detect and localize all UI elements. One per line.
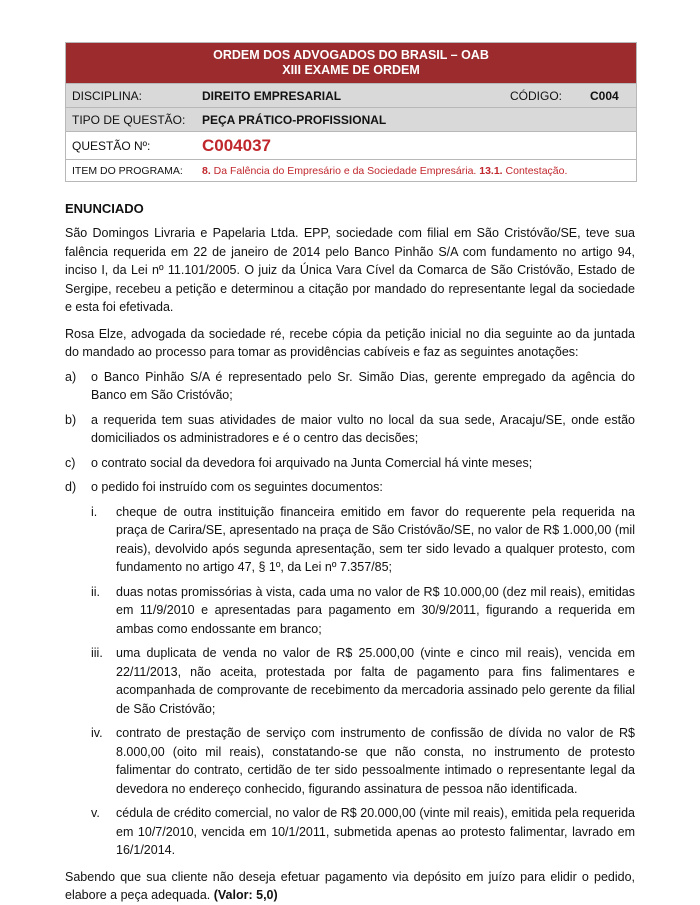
sub-item-text: duas notas promissórias à vista, cada uma no valor de R$ 10.000,00 (dez mil reais), emitidas em 11/9/2010 e apresentadas para pagamento em 30/9/2011, figurando a requerida em ambas como endossante em branco; bbox=[116, 584, 635, 636]
item-marker: c) bbox=[65, 455, 76, 470]
score-value: (Valor: 5,0) bbox=[213, 888, 278, 902]
sub-item-marker: i. bbox=[91, 504, 98, 519]
disciplina-row bbox=[66, 83, 636, 107]
sub-list-item bbox=[65, 503, 635, 577]
item-num-1: 8. bbox=[202, 164, 211, 177]
exam-page bbox=[65, 42, 635, 905]
closing-text: Sabendo que sua cliente não deseja efetuar pagamento via depósito em juízo para elidir o pedido, elabore a peça adequada. bbox=[65, 869, 635, 902]
sub-item-marker: v. bbox=[91, 806, 100, 820]
disciplina-label: DISCIPLINA: bbox=[72, 88, 143, 103]
sub-list-item bbox=[65, 644, 635, 718]
banner-subtitle: XIII EXAME DE ORDEM bbox=[282, 63, 420, 77]
item-text: o Banco Pinhão S/A é representado pelo Sr. Simão Dias, gerente empregado da agência do Banco em São Cristóvão; bbox=[91, 369, 635, 402]
codigo-value: C004 bbox=[590, 88, 619, 103]
item-text-1: Da Falência do Empresário e da Sociedade Empresária. bbox=[210, 164, 480, 177]
section-title: ENUNCIADO bbox=[65, 201, 144, 216]
sub-list-item bbox=[65, 724, 635, 798]
list-item bbox=[65, 478, 635, 497]
header-banner bbox=[66, 43, 636, 83]
questao-number: C004037 bbox=[202, 135, 272, 155]
sub-list-item bbox=[65, 804, 635, 860]
tipo-label: TIPO DE QUESTÃO: bbox=[72, 112, 186, 127]
item-marker: d) bbox=[65, 480, 77, 494]
item-programa-row bbox=[66, 159, 636, 181]
questao-row bbox=[66, 131, 636, 159]
item-text: o contrato social da devedora foi arquivado na Junta Comercial há vinte meses; bbox=[91, 455, 533, 470]
item-marker: a) bbox=[65, 369, 77, 384]
sub-item-text: contrato de prestação de serviço com instrumento de confissão de dívida no valor de R$ 8.000,00 (oito mil reais), constatando-se que não consta, no instrumento de protesto falimentar do contrato, certidão de ter sido pessoalmente intimado o representante legal da devedora no endereço conhecido, figurando assinatura de pessoa não identificada. bbox=[116, 726, 635, 796]
paragraph-1: São Domingos Livraria e Papelaria Ltda. EPP, sociedade com filial em São Cristóvão/SE, teve sua falência requerida em 22 de janeiro de 2014 pelo Banco Pinhão S/A com fundamento no artigo 94, inciso I, da Lei nº 11.101/2005. O juiz da Única Vara Cível da Comarca de São Cristóvão, Estado de Sergipe, recebeu a petição e determinou a citação por mandado do representante legal da sociedade e esta foi efetivada. bbox=[65, 226, 635, 314]
list-item bbox=[65, 454, 635, 473]
sub-item-text: cédula de crédito comercial, no valor de R$ 20.000,00 (vinte mil reais), emitida pela requerida em 10/7/2010, vencida em 10/1/2011, submetida apenas ao protesto falimentar, lavrado em 16/1/2014. bbox=[116, 806, 635, 857]
sub-item-marker: iii. bbox=[91, 646, 103, 660]
sub-item-marker: iv. bbox=[91, 726, 103, 740]
banner-title: ORDEM DOS ADVOGADOS DO BRASIL – OAB bbox=[213, 48, 489, 62]
questao-label: QUESTÃO Nº: bbox=[72, 138, 151, 153]
item-programa-value bbox=[196, 165, 636, 177]
sub-list-item bbox=[65, 583, 635, 639]
item-text-2: Contestação. bbox=[502, 164, 568, 177]
tipo-value: PEÇA PRÁTICO-PROFISSIONAL bbox=[202, 112, 387, 127]
paragraph-2: Rosa Elze, advogada da sociedade ré, recebe cópia da petição inicial no dia seguinte ao da juntada do mandado ao processo para tomar as providências cabíveis e faz as seguintes anotações: bbox=[65, 326, 635, 359]
sub-item-text: cheque de outra instituição financeira emitido em favor do requerente pela requerida na praça de Carira/SE, apresentado na praça de São Cristóvão/SE, no valor de R$ 1.000,00 (mil reais), devolvido após segunda apresentação, sem ter sido levado a qualquer protesto, com fundamento no artigo 47, § 1º, da Lei nº 7.357/85; bbox=[116, 504, 635, 574]
list-item bbox=[65, 368, 635, 405]
item-programa-label: ITEM DO PROGRAMA: bbox=[72, 164, 183, 177]
item-text: a requerida tem suas atividades de maior vulto no local da sua sede, Aracaju/SE, onde estão domiciliados os administradores e é o centro das decisões; bbox=[91, 412, 635, 445]
sub-item-marker: ii. bbox=[91, 584, 101, 599]
item-text: o pedido foi instruído com os seguintes documentos: bbox=[91, 480, 383, 494]
sub-item-text: uma duplicata de venda no valor de R$ 25.000,00 (vinte e cinco mil reais), vencida em 22/11/2013, não aceita, protestada por falta de pagamento para fins falimentares e acompanhada de comprovante de recebimento da mercadoria assinado pelo gerente da filial de São Cristóvão; bbox=[116, 646, 635, 716]
tipo-row bbox=[66, 107, 636, 131]
list-item bbox=[65, 411, 635, 448]
disciplina-value: DIREITO EMPRESARIAL bbox=[202, 88, 342, 103]
codigo-label: CÓDIGO: bbox=[510, 88, 563, 103]
item-marker: b) bbox=[65, 412, 77, 427]
closing-paragraph bbox=[65, 868, 635, 905]
item-num-2: 13.1. bbox=[479, 164, 503, 177]
header-table bbox=[65, 42, 637, 182]
